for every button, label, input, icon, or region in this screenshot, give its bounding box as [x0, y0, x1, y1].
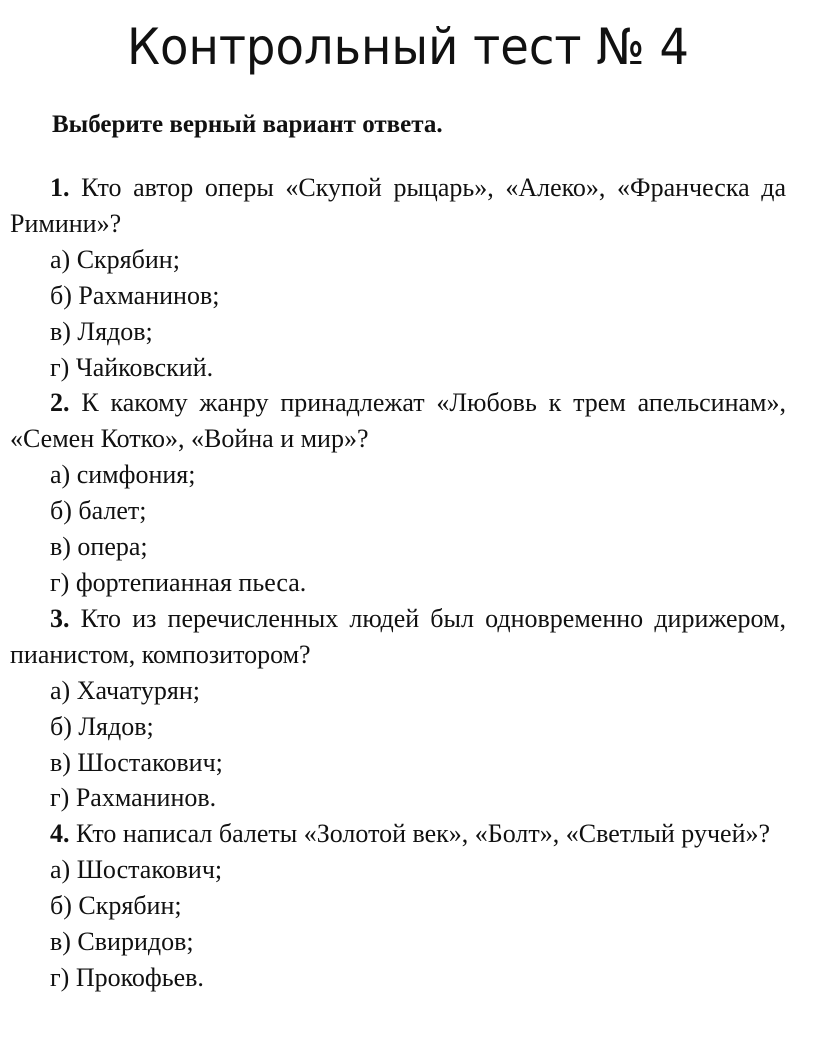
answer-option[interactable]: б) Лядов; — [50, 711, 154, 741]
question-list — [10, 170, 786, 996]
question-text — [10, 170, 786, 242]
answer-option[interactable]: в) Шостакович; — [50, 747, 223, 777]
test-title: Контрольный тест № 4 — [126, 18, 690, 76]
question-text — [10, 816, 786, 852]
answer-option[interactable]: б) балет; — [50, 496, 147, 526]
question-number: 4. — [50, 819, 70, 849]
answer-option[interactable]: в) опера; — [50, 532, 148, 562]
answer-option[interactable]: а) Шостакович; — [50, 855, 223, 885]
answer-options — [10, 457, 786, 601]
answer-option[interactable]: г) Чайковский. — [50, 352, 214, 382]
question-number: 3. — [50, 603, 70, 633]
answer-option[interactable]: г) фортепианная пьеса. — [50, 567, 307, 597]
answer-option[interactable]: г) Рахманинов. — [50, 783, 217, 813]
question-body: К какому жанру принадлежат «Любовь к трем апельсинам», «Семен Котко», «Война и мир»? — [10, 388, 786, 454]
question-number: 1. — [50, 173, 70, 202]
question-3 — [10, 601, 786, 816]
answer-option[interactable]: в) Свиридов; — [50, 927, 194, 957]
question-text — [10, 385, 786, 457]
question-2 — [10, 385, 786, 600]
answer-options — [10, 852, 786, 996]
instruction-text: Выберите верный вариант ответа. — [52, 111, 443, 138]
question-4 — [10, 816, 786, 996]
answer-option[interactable]: а) Хачатурян; — [50, 675, 201, 705]
answer-option[interactable]: г) Прокофьев. — [50, 962, 204, 992]
answer-option[interactable]: б) Рахманинов; — [50, 280, 220, 310]
question-body: Кто из перечисленных людей был одновременно дирижером, пианистом, композитором? — [10, 603, 787, 669]
question-body: Кто автор оперы «Скупой рыцарь», «Алеко», «Франческа да Римини»? — [10, 173, 786, 238]
answer-option[interactable]: в) Лядов; — [50, 316, 153, 346]
question-number: 2. — [50, 388, 70, 418]
question-body: Кто написал балеты «Золотой век», «Болт», «Светлый ручей»? — [76, 819, 771, 849]
answer-option[interactable]: а) Скрябин; — [50, 244, 180, 274]
answer-options — [10, 673, 786, 817]
answer-option[interactable]: б) Скрябин; — [50, 891, 182, 921]
answer-options — [10, 242, 786, 386]
question-text — [10, 601, 786, 673]
answer-option[interactable]: а) симфония; — [50, 460, 196, 490]
question-1 — [10, 170, 786, 385]
